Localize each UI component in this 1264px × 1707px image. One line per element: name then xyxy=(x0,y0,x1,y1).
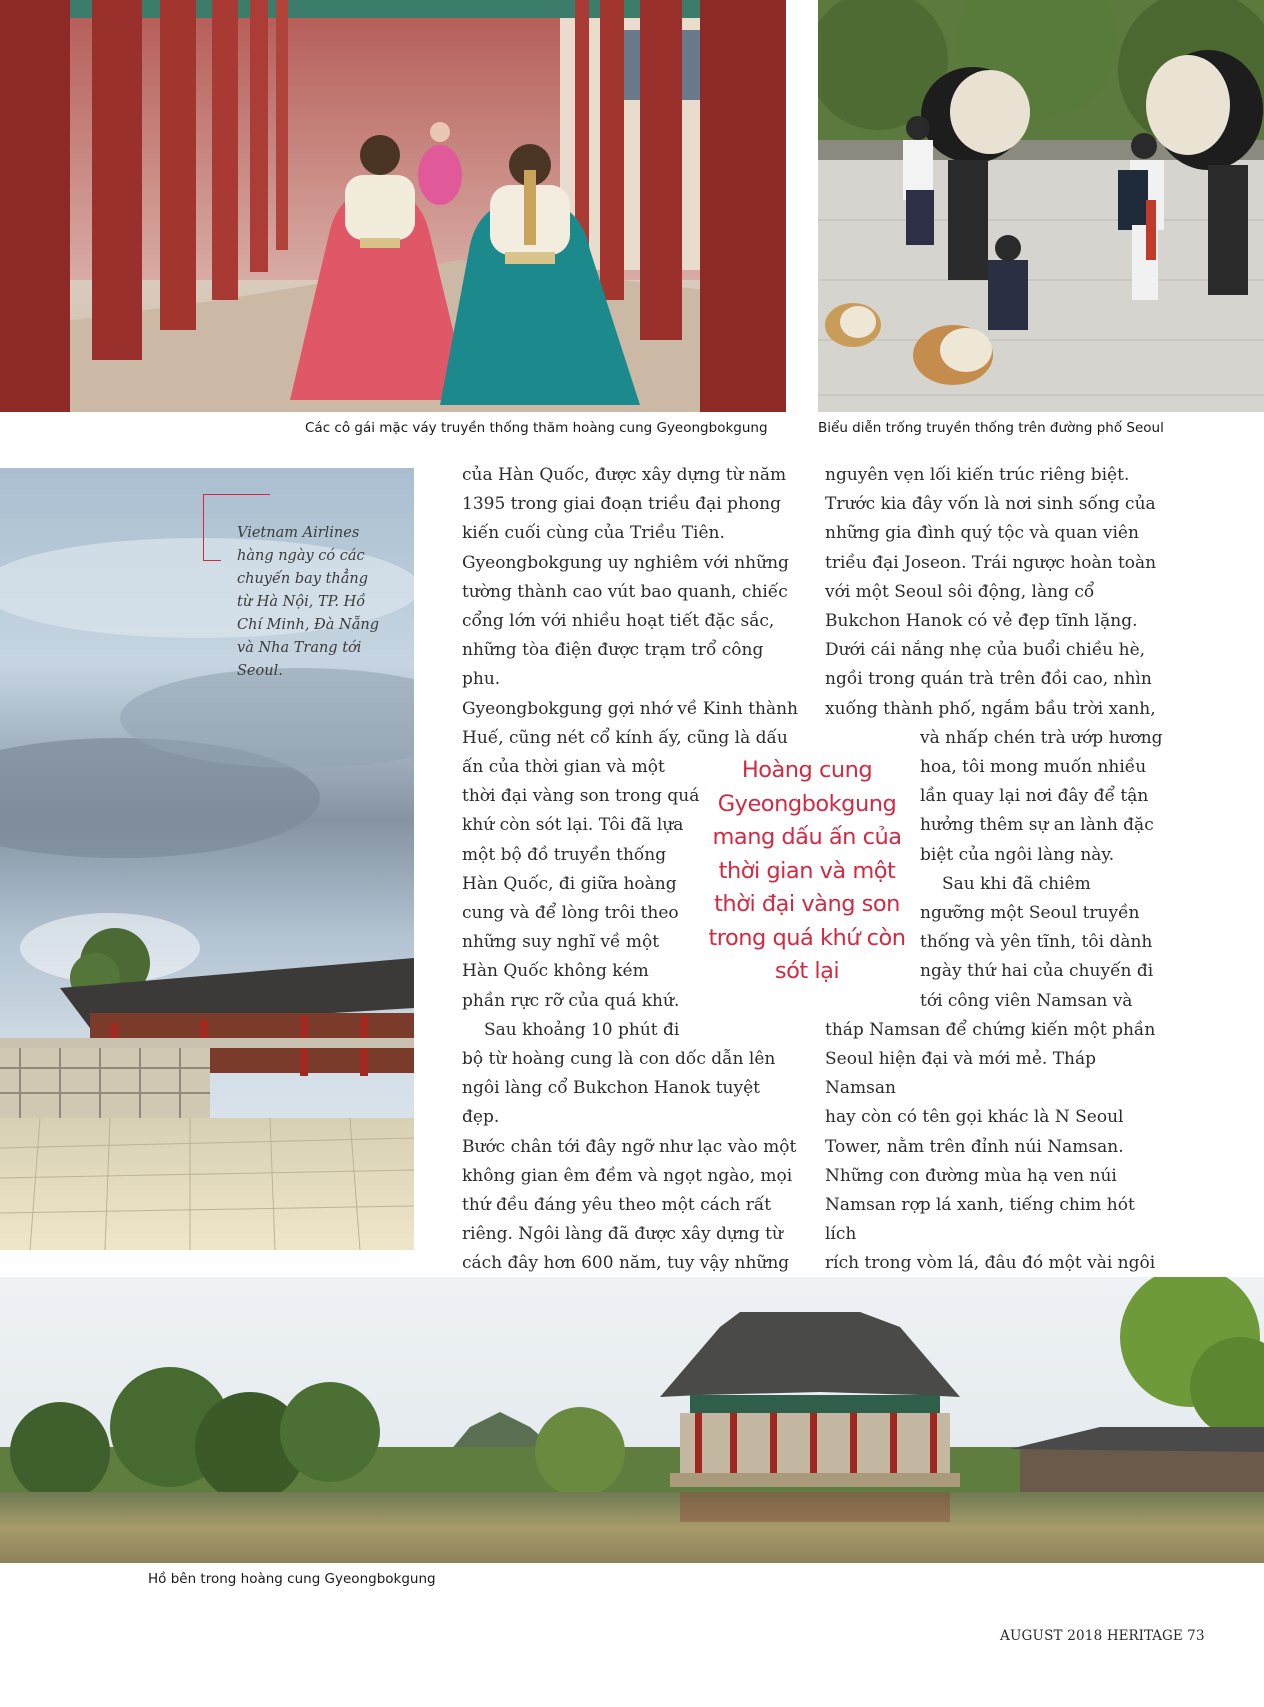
drum-photo-illustration xyxy=(818,0,1264,412)
caption-top-right: Biểu diễn trống truyền thống trên đường phố Seoul xyxy=(818,420,1164,436)
footer-magazine: HERITAGE xyxy=(1106,1628,1183,1644)
sidenote-flight-info: Vietnam Airlines hàng ngày có các chuyến bay thẳng từ Hà Nội, TP. Hồ Chí Minh, Đà Nẵng và Nha Trang tới Seoul. xyxy=(237,525,379,679)
body-line: những suy nghĩ về một xyxy=(462,932,660,953)
body-line: ngày thứ hai của chuyến đi xyxy=(920,961,1154,982)
body-line: Namsan rợp lá xanh, tiếng chim hót lích xyxy=(825,1195,1135,1245)
body-line: hưởng thêm sự an lành đặc xyxy=(920,815,1154,836)
body-line: những gia đình quý tộc và quan viên xyxy=(825,523,1139,544)
pull-quote: Hoàng cung Gyeongbokgung mang dấu ấn của thời gian và một thời đại vàng son trong quá khứ còn sót lại xyxy=(708,757,906,984)
body-line: không gian êm đềm và ngọt ngào, mọi xyxy=(462,1165,793,1186)
body-line: Huế, cũng nét cổ kính ấy, cũng là dấu xyxy=(462,727,788,748)
body-line: tháp Namsan để chứng kiến một phần xyxy=(825,1019,1156,1040)
body-line: Hàn Quốc, đi giữa hoàng xyxy=(462,873,677,894)
caption-top-left: Các cô gái mặc váy truyền thống thăm hoàng cung Gyeongbokgung xyxy=(305,420,768,436)
body-line: hay còn có tên gọi khác là N Seoul xyxy=(825,1107,1124,1128)
body-line: kiến cuối cùng của Triều Tiên. xyxy=(462,523,725,544)
body-line: của Hàn Quốc, được xây dựng từ năm xyxy=(462,465,787,485)
body-line: Hàn Quốc không kém xyxy=(462,961,649,982)
body-line: Gyeongbokgung uy nghiêm với những xyxy=(462,552,789,573)
body-line: ngưỡng một Seoul truyền xyxy=(920,903,1140,924)
body-line: Tower, nằm trên đỉnh núi Namsan. xyxy=(825,1136,1124,1157)
body-line: thứ đều đáng yêu theo một cách rất xyxy=(462,1195,772,1216)
body-line: Bước chân tới đây ngỡ như lạc vào một xyxy=(462,1136,797,1157)
body-line-indent: Sau khi đã chiêm xyxy=(942,873,1091,894)
body-line: và nhấp chén trà ướp hương xyxy=(920,727,1163,748)
body-line: lần quay lại nơi đây để tận xyxy=(920,786,1149,807)
caption-bottom: Hồ bên trong hoàng cung Gyeongbokgung xyxy=(148,1571,436,1587)
body-line: phần rực rỡ của quá khứ. xyxy=(462,990,680,1011)
body-line: khứ còn sót lại. Tôi đã lựa xyxy=(462,815,684,836)
body-line: riêng. Ngôi làng đã được xây dựng từ xyxy=(462,1224,783,1245)
body-line: thời đại vàng son trong quá xyxy=(462,786,700,807)
body-line: Những con đường mùa hạ ven núi xyxy=(825,1165,1117,1186)
hanbok-photo-illustration xyxy=(0,0,786,412)
body-line: tường thành cao vút bao quanh, chiếc xyxy=(462,581,788,602)
body-line: Dưới cái nắng nhẹ của buổi chiều hè, xyxy=(825,640,1146,661)
body-line: Seoul hiện đại và mới mẻ. Tháp Namsan xyxy=(825,1049,1097,1099)
footer-date: AUGUST 2018 xyxy=(1000,1628,1103,1644)
body-line: 1395 trong giai đoạn triều đại phong xyxy=(462,494,781,515)
body-line: Trước kia đây vốn là nơi sinh sống của xyxy=(825,494,1156,515)
body-line: hoa, tôi mong muốn nhiều xyxy=(920,757,1147,778)
body-line: thống và yên tĩnh, tôi dành xyxy=(920,932,1153,953)
body-line: cung và để lòng trôi theo xyxy=(462,903,679,924)
body-line: với một Seoul sôi động, làng cổ xyxy=(825,581,1095,602)
body-line: xuống thành phố, ngắm bầu trời xanh, xyxy=(825,698,1156,719)
body-line: một bộ đồ truyền thống xyxy=(462,844,667,865)
page-footer xyxy=(1000,1628,1205,1644)
palace-lake-illustration xyxy=(0,1277,1264,1563)
body-line: tới công viên Namsan và xyxy=(920,990,1133,1011)
body-line: những tòa điện được trạm trổ công phu. xyxy=(462,640,764,690)
body-line: triều đại Joseon. Trái ngược hoàn toàn xyxy=(825,552,1157,573)
body-line: ngôi làng cổ Bukchon Hanok tuyệt đẹp. xyxy=(462,1078,760,1128)
photo-palace-lake xyxy=(0,1277,1264,1563)
body-line: Gyeongbokgung gợi nhớ về Kinh thành xyxy=(462,698,799,719)
body-line: nguyên vẹn lối kiến trúc riêng biệt. xyxy=(825,465,1130,485)
body-line: rích trong vòm lá, đâu đó một vài ngôi xyxy=(825,1253,1156,1274)
body-line: bộ từ hoàng cung là con dốc dẫn lên xyxy=(462,1049,776,1070)
body-line: cổng lớn với nhiều hoạt tiết đặc sắc, xyxy=(462,611,775,632)
sidenote-corner-tick xyxy=(203,560,221,561)
footer-page-number: 73 xyxy=(1187,1628,1205,1644)
body-line: ngồi trong quán trà trên đồi cao, nhìn xyxy=(825,669,1152,690)
body-line: cách đây hơn 600 năm, tuy vậy những xyxy=(462,1253,790,1274)
body-line: biệt của ngôi làng này. xyxy=(920,844,1115,865)
body-line: ấn của thời gian và một xyxy=(462,757,665,778)
photo-drum-performance xyxy=(818,0,1264,412)
photo-hanbok-palace xyxy=(0,0,786,412)
body-line-indent: Sau khoảng 10 phút đi xyxy=(484,1019,680,1040)
body-line: Bukchon Hanok có vẻ đẹp tĩnh lặng. xyxy=(825,611,1138,632)
